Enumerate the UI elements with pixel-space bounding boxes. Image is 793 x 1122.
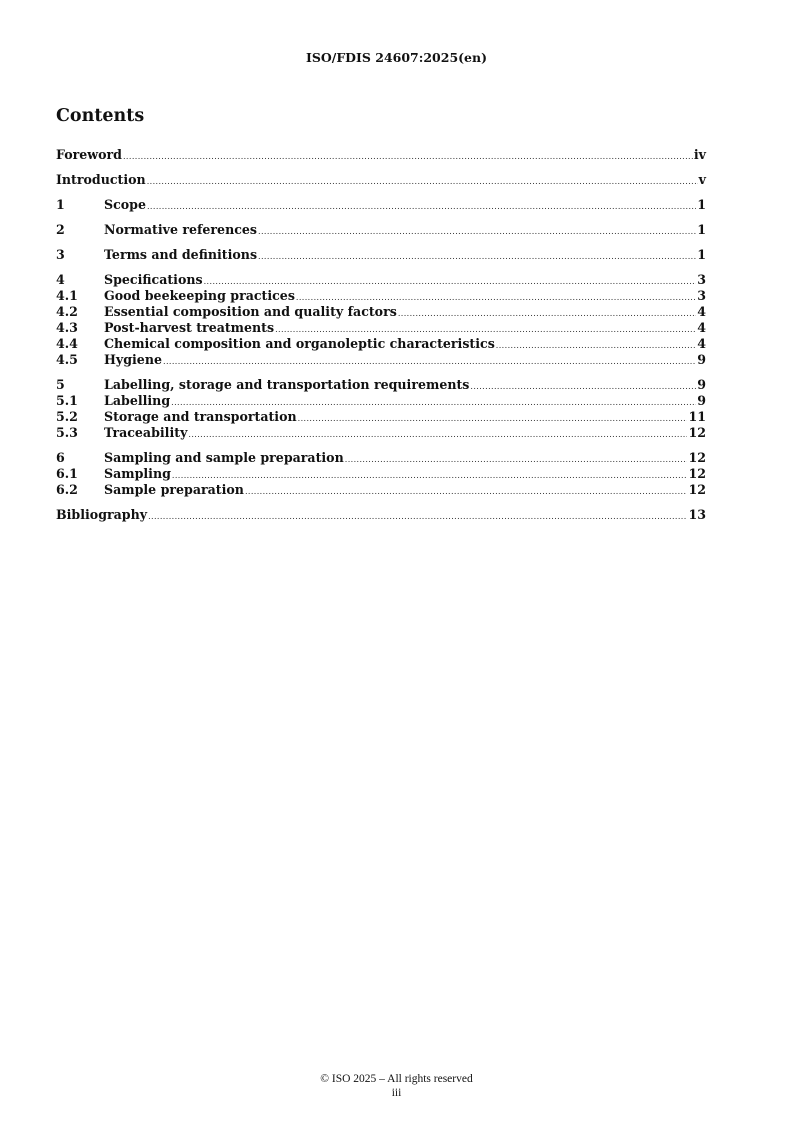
toc-number: 6 xyxy=(56,450,65,465)
dot-leader xyxy=(496,338,696,354)
dot-leader xyxy=(258,224,696,240)
dot-leader xyxy=(147,199,696,215)
toc-title: Post-harvest treatments xyxy=(104,320,275,335)
toc-entry-specifications[interactable] xyxy=(56,272,706,288)
toc-page: 1 xyxy=(697,247,706,262)
toc-entry-terms-and-definitions[interactable] xyxy=(56,247,706,263)
toc-entry-normative-references[interactable] xyxy=(56,222,706,238)
toc-title: Bibliography xyxy=(56,507,148,522)
toc-number: 2 xyxy=(56,222,65,237)
toc-number: 5.1 xyxy=(56,393,78,408)
toc-entry-labelling[interactable] xyxy=(56,393,706,409)
dot-leader xyxy=(163,354,696,370)
toc-page: v xyxy=(698,172,706,187)
toc-page: iv xyxy=(693,147,706,162)
toc-page: 3 xyxy=(697,272,706,287)
toc-number: 4.3 xyxy=(56,320,78,335)
copyright-notice: © ISO 2025 – All rights reserved xyxy=(320,1073,473,1085)
dot-leader xyxy=(345,452,688,468)
toc-page: 4 xyxy=(697,320,706,335)
toc-number: 1 xyxy=(56,197,65,212)
toc-title: Introduction xyxy=(56,172,146,187)
toc-entry-sampling-and-sample-preparation[interactable] xyxy=(56,450,706,466)
toc-title: Hygiene xyxy=(104,352,162,367)
toc-number: 4.2 xyxy=(56,304,78,319)
toc-page: 9 xyxy=(697,377,706,392)
toc-number: 4.5 xyxy=(56,352,78,367)
page-number: iii xyxy=(391,1087,402,1099)
toc-page: 12 xyxy=(688,450,706,465)
toc-page: 11 xyxy=(688,409,706,424)
toc-page: 3 xyxy=(697,288,706,303)
page-footer xyxy=(0,1072,793,1100)
toc-title: Labelling, storage and transportation requirements xyxy=(104,377,470,392)
dot-leader xyxy=(398,306,696,322)
toc-number: 5 xyxy=(56,377,65,392)
dot-leader xyxy=(258,249,696,265)
dot-leader xyxy=(147,174,698,190)
toc-entry-post-harvest-treatments[interactable] xyxy=(56,320,706,336)
toc-title: Labelling xyxy=(104,393,171,408)
toc-page: 12 xyxy=(688,425,706,440)
toc-number: 5.2 xyxy=(56,409,78,424)
toc-number: 3 xyxy=(56,247,65,262)
toc-title: Specifications xyxy=(104,272,203,287)
toc-number: 4.4 xyxy=(56,336,78,351)
toc-page: 12 xyxy=(688,466,706,481)
toc-entry-storage-and-transportation[interactable] xyxy=(56,409,706,425)
toc-entry-essential-composition[interactable] xyxy=(56,304,706,320)
toc-page: 13 xyxy=(688,507,706,522)
dot-leader xyxy=(245,484,688,500)
toc-number: 6.1 xyxy=(56,466,78,481)
toc-title: Good beekeeping practices xyxy=(104,288,295,303)
toc-entry-chemical-composition[interactable] xyxy=(56,336,706,352)
dot-leader xyxy=(470,379,696,395)
dot-leader xyxy=(148,509,687,525)
toc-title: Storage and transportation xyxy=(104,409,297,424)
dot-leader xyxy=(123,149,693,165)
toc-title: Chemical composition and organoleptic characteristics xyxy=(104,336,495,351)
toc-title: Essential composition and quality factors xyxy=(104,304,397,319)
toc-page: 1 xyxy=(697,222,706,237)
toc-title: Traceability xyxy=(104,425,188,440)
toc-title: Foreword xyxy=(56,147,122,162)
toc-entry-scope[interactable] xyxy=(56,197,706,213)
toc-entry-foreword[interactable] xyxy=(56,147,706,163)
toc-page: 1 xyxy=(697,197,706,212)
toc-entry-good-beekeeping-practices[interactable] xyxy=(56,288,706,304)
toc-entry-sample-preparation[interactable] xyxy=(56,482,706,498)
toc-page: 4 xyxy=(697,336,706,351)
toc-title: Normative references xyxy=(104,222,258,237)
toc-title: Terms and definitions xyxy=(104,247,258,262)
toc-page: 4 xyxy=(697,304,706,319)
toc-number: 6.2 xyxy=(56,482,78,497)
toc-entry-labelling-storage-transportation[interactable] xyxy=(56,377,706,393)
dot-leader xyxy=(188,427,687,443)
document-header: ISO/FDIS 24607:2025(en) xyxy=(305,50,488,65)
toc-page: 9 xyxy=(697,352,706,367)
toc-entry-traceability[interactable] xyxy=(56,425,706,441)
table-of-contents xyxy=(56,147,706,523)
toc-number: 5.3 xyxy=(56,425,78,440)
toc-page: 9 xyxy=(697,393,706,408)
contents-heading: Contents xyxy=(56,106,145,126)
toc-number: 4 xyxy=(56,272,65,287)
toc-title: Scope xyxy=(104,197,146,212)
toc-title: Sampling and sample preparation xyxy=(104,450,344,465)
toc-number: 4.1 xyxy=(56,288,78,303)
toc-title: Sampling xyxy=(104,466,171,481)
dot-leader xyxy=(298,411,688,427)
toc-entry-hygiene[interactable] xyxy=(56,352,706,368)
dot-leader xyxy=(172,468,688,484)
toc-entry-introduction[interactable] xyxy=(56,172,706,188)
toc-title: Sample preparation xyxy=(104,482,244,497)
toc-entry-sampling[interactable] xyxy=(56,466,706,482)
toc-page: 12 xyxy=(688,482,706,497)
toc-entry-bibliography[interactable] xyxy=(56,507,706,523)
